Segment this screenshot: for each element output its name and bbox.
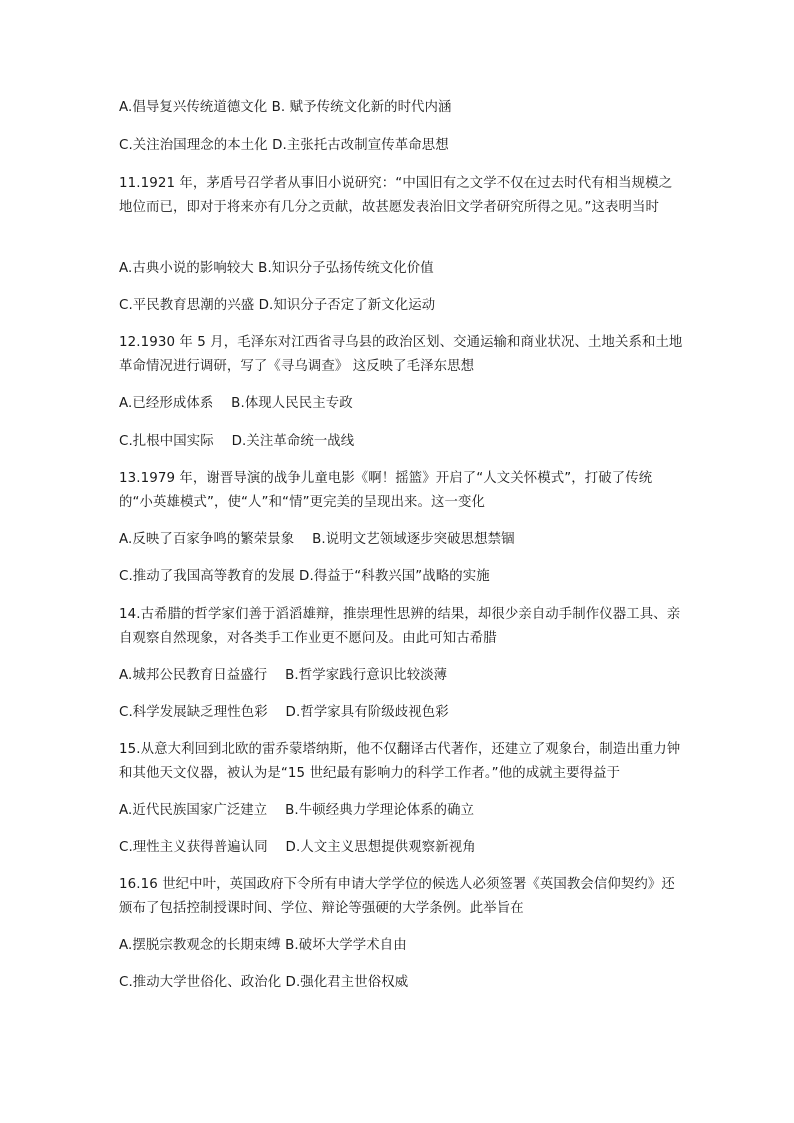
q11-options-cd: C.平民教育思潮的兴盛 D.知识分子否定了新文化运动 [119,298,436,313]
q13-stem: 13.1979 年，谢晋导演的战争儿童电影《啊！摇篮》开启了“人文关怀模式”，打破了传统的“小英雄模式”，使“人”和“情”更完美的呈现出来。这一变化 [119,471,653,510]
q13-options-cd: C.推动了我国高等教育的发展 D.得益于“科教兴国”战略的实施 [119,569,490,584]
q13-options-ab: A.反映了百家争鸣的繁荣景象 B.说明文艺领域逐步突破思想禁锢 [119,532,515,547]
q10-options-cd: C.关注治国理念的本土化 D.主张托古改制宣传革命思想 [119,138,449,153]
q12-options-cd: C.扎根中国实际 D.关注革命统一战线 [119,434,355,449]
q15-stem: 15.从意大利回到北欧的雷乔蒙塔纳斯，他不仅翻译古代著作，还建立了观象台，制造出重力钟和其他天文仪器，被认为是“15 世纪最有影响力的科学工作者。”他的成就主要得益于 [119,742,681,781]
q11-options-ab: A.古典小说的影响较大 B.知识分子弘扬传统文化价值 [119,261,434,276]
q15-options-ab: A.近代民族国家广泛建立 B.牛顿经典力学理论体系的确立 [119,803,475,818]
q12-stem: 12.1930 年 5 月，毛泽东对江西省寻乌县的政治区划、交通运输和商业状况、土地关系和土地革命情况进行调研，写了《寻乌调查》 这反映了毛泽东思想 [119,335,683,374]
q10-options-ab: A.倡导复兴传统道德文化 B. 赋予传统文化新的时代内涵 [119,100,452,115]
q11-stem: 11.1921 年，茅盾号召学者从事旧小说研究：“中国旧有之文学不仅在过去时代有相当规模之地位而已，即对于将来亦有几分之贡献，故甚愿发表治旧文学者研究所得之见。”这表明当时 [119,176,673,215]
q15-options-cd: C.理性主义获得普遍认同 D.人文主义思想提供观察新视角 [119,840,476,855]
q14-stem: 14.古希腊的哲学家们善于滔滔雄辩，推崇理性思辨的结果，却很少亲自动手制作仪器工具、亲自观察自然现象，对各类手工作业更不愿问及。由此可知古希腊 [119,607,681,646]
q12-options-ab: A.已经形成体系 B.体现人民民主专政 [119,396,353,411]
q16-options-cd: C.推动大学世俗化、政治化 D.强化君主世俗权威 [119,975,409,990]
q14-options-ab: A.城邦公民教育日益盛行 B.哲学家践行意识比较淡薄 [119,668,448,683]
q14-options-cd: C.科学发展缺乏理性色彩 D.哲学家具有阶级歧视色彩 [119,705,449,720]
q16-stem: 16.16 世纪中叶，英国政府下令所有申请大学学位的候选人必须签署《英国教会信仰契约》还颁布了包括控制授课时间、学位、辩论等强硬的大学条例。此举旨在 [119,877,675,916]
q16-options-ab: A.摆脱宗教观念的长期束缚 B.破坏大学学术自由 [119,938,407,953]
